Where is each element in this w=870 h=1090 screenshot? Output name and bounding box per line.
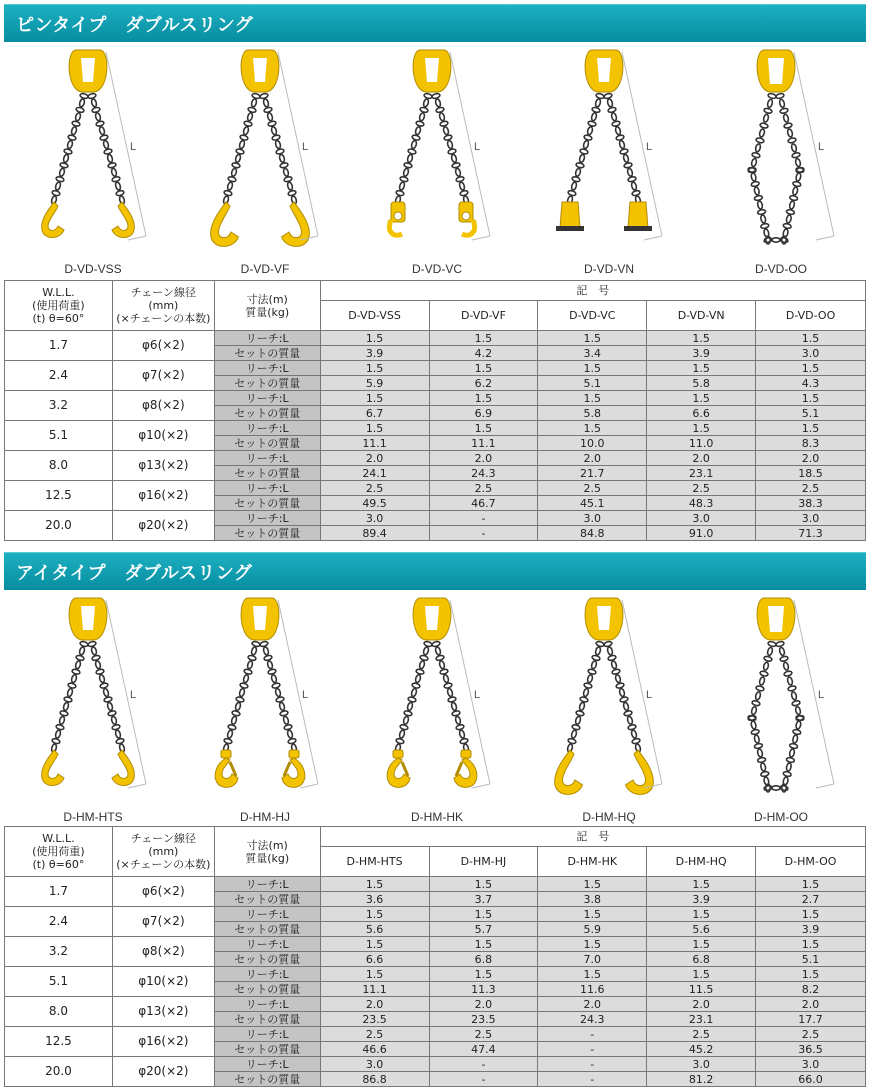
mass-cell: 10.0 bbox=[538, 436, 647, 451]
model-column-header: D-VD-VN bbox=[647, 301, 756, 331]
table-row bbox=[5, 331, 866, 346]
model-caption: D-HM-HJ bbox=[240, 810, 290, 824]
mass-cell: - bbox=[429, 1072, 538, 1087]
reach-cell: 1.5 bbox=[756, 331, 866, 346]
reach-label: L bbox=[474, 689, 481, 701]
mass-cell: 81.2 bbox=[647, 1072, 756, 1087]
reach-cell: 1.5 bbox=[756, 907, 866, 922]
code-header: 記 号 bbox=[320, 281, 865, 301]
section-title: アイタイプ ダブルスリング bbox=[16, 562, 253, 584]
mass-cell: 21.7 bbox=[538, 466, 647, 481]
reach-label: L bbox=[818, 689, 825, 701]
mass-cell: 45.1 bbox=[538, 496, 647, 511]
model-caption: D-VD-VC bbox=[412, 262, 462, 276]
mass-cell: 6.8 bbox=[647, 952, 756, 967]
reach-cell: 1.5 bbox=[429, 391, 538, 406]
model-caption: D-HM-HQ bbox=[582, 810, 636, 824]
table-row bbox=[5, 967, 866, 982]
chain-diameter-header: チェーン線径 (mm) (×チェーンの本数) bbox=[112, 281, 214, 331]
reach-cell: 1.5 bbox=[756, 967, 866, 982]
reach-cell: 3.0 bbox=[756, 511, 866, 526]
wll-cell: 12.5 bbox=[5, 481, 113, 511]
mass-cell: 8.3 bbox=[756, 436, 866, 451]
shackle-icon bbox=[524, 42, 694, 280]
reach-cell: 1.5 bbox=[756, 937, 866, 952]
reach-label: L bbox=[302, 141, 309, 153]
foundry-hook-icon bbox=[180, 42, 350, 280]
mass-cell: 24.1 bbox=[320, 466, 429, 481]
table-row bbox=[5, 421, 866, 436]
mass-label-cell: セットの質量 bbox=[214, 1012, 320, 1027]
mass-cell: 5.6 bbox=[320, 922, 429, 937]
reach-cell: 3.0 bbox=[538, 511, 647, 526]
reach-cell: 1.5 bbox=[538, 331, 647, 346]
reach-cell: 2.5 bbox=[756, 1027, 866, 1042]
reach-label-cell: リーチ:L bbox=[214, 421, 320, 436]
reach-cell: 1.5 bbox=[429, 937, 538, 952]
reach-label: L bbox=[474, 141, 481, 153]
reach-cell: 2.0 bbox=[756, 997, 866, 1012]
table-row bbox=[5, 907, 866, 922]
model-column-header: D-HM-HQ bbox=[647, 847, 756, 877]
reach-cell: 1.5 bbox=[647, 331, 756, 346]
mass-cell: 5.8 bbox=[538, 406, 647, 421]
model-column-header: D-HM-HJ bbox=[429, 847, 538, 877]
reach-cell: 1.5 bbox=[647, 877, 756, 892]
mass-cell: 3.9 bbox=[320, 346, 429, 361]
reach-label-cell: リーチ:L bbox=[214, 511, 320, 526]
model-column-header: D-HM-HK bbox=[538, 847, 647, 877]
dimension-header: 寸法(m) 質量(kg) bbox=[214, 827, 320, 877]
reach-label: L bbox=[646, 689, 653, 701]
model-column-header: D-VD-VF bbox=[429, 301, 538, 331]
reach-cell: 2.0 bbox=[320, 451, 429, 466]
wll-cell: 5.1 bbox=[5, 967, 113, 997]
reach-label: L bbox=[130, 689, 137, 701]
reach-cell: 1.5 bbox=[538, 391, 647, 406]
reach-label-cell: リーチ:L bbox=[214, 391, 320, 406]
section-header bbox=[4, 552, 866, 590]
chain-diameter-header: チェーン線径 (mm) (×チェーンの本数) bbox=[112, 827, 214, 877]
mass-cell: 24.3 bbox=[538, 1012, 647, 1027]
mass-label-cell: セットの質量 bbox=[214, 436, 320, 451]
sling-hook-icon bbox=[8, 42, 178, 280]
mass-cell: 71.3 bbox=[756, 526, 866, 541]
mass-cell: 11.0 bbox=[647, 436, 756, 451]
mass-cell: 5.9 bbox=[538, 922, 647, 937]
reach-cell: 1.5 bbox=[647, 967, 756, 982]
mass-cell: 6.6 bbox=[647, 406, 756, 421]
reach-cell: - bbox=[538, 1027, 647, 1042]
table-row bbox=[5, 1027, 866, 1042]
reach-cell: - bbox=[538, 1057, 647, 1072]
table-row bbox=[5, 451, 866, 466]
reach-cell: 1.5 bbox=[538, 361, 647, 376]
reach-cell: 1.5 bbox=[538, 421, 647, 436]
mass-cell: 3.8 bbox=[538, 892, 647, 907]
mass-label-cell: セットの質量 bbox=[214, 496, 320, 511]
reach-cell: 1.5 bbox=[320, 877, 429, 892]
reach-label-cell: リーチ:L bbox=[214, 997, 320, 1012]
reach-cell: 1.5 bbox=[429, 421, 538, 436]
chain-diameter-cell: φ7(×2) bbox=[112, 361, 214, 391]
reach-cell: 2.0 bbox=[756, 451, 866, 466]
reach-cell: 1.5 bbox=[538, 937, 647, 952]
mass-cell: 89.4 bbox=[320, 526, 429, 541]
mass-cell: 5.7 bbox=[429, 922, 538, 937]
reach-cell: 1.5 bbox=[320, 967, 429, 982]
reach-cell: 1.5 bbox=[756, 877, 866, 892]
mass-label-cell: セットの質量 bbox=[214, 526, 320, 541]
mass-cell: 5.1 bbox=[756, 406, 866, 421]
mass-cell: 3.9 bbox=[647, 892, 756, 907]
mass-cell: 2.7 bbox=[756, 892, 866, 907]
model-caption: D-VD-OO bbox=[755, 262, 807, 276]
chain-diameter-cell: φ13(×2) bbox=[112, 997, 214, 1027]
model-caption: D-VD-VN bbox=[584, 262, 634, 276]
mass-cell: - bbox=[429, 526, 538, 541]
mass-cell: 3.6 bbox=[320, 892, 429, 907]
mass-label-cell: セットの質量 bbox=[214, 406, 320, 421]
mass-label-cell: セットの質量 bbox=[214, 892, 320, 907]
reach-label: L bbox=[646, 141, 653, 153]
reach-cell: 3.0 bbox=[756, 1057, 866, 1072]
reach-cell: 1.5 bbox=[320, 937, 429, 952]
reach-cell: 1.5 bbox=[647, 391, 756, 406]
mass-cell: 3.4 bbox=[538, 346, 647, 361]
mass-cell: 5.8 bbox=[647, 376, 756, 391]
wll-cell: 20.0 bbox=[5, 511, 113, 541]
model-caption: D-HM-HK bbox=[411, 810, 463, 824]
mass-cell: 11.5 bbox=[647, 982, 756, 997]
reach-cell: 3.0 bbox=[647, 511, 756, 526]
spec-table bbox=[4, 280, 866, 541]
reach-label: L bbox=[818, 141, 825, 153]
mass-cell: 24.3 bbox=[429, 466, 538, 481]
mass-cell: 38.3 bbox=[756, 496, 866, 511]
reach-label-cell: リーチ:L bbox=[214, 451, 320, 466]
model-column-header: D-VD-OO bbox=[756, 301, 866, 331]
wll-header: W.L.L. (使用荷重) (t) θ=60° bbox=[5, 827, 113, 877]
reach-label-cell: リーチ:L bbox=[214, 481, 320, 496]
swivel-hook-icon bbox=[352, 590, 522, 828]
mass-cell: 46.6 bbox=[320, 1042, 429, 1057]
mass-cell: 5.1 bbox=[756, 952, 866, 967]
reach-cell: 2.0 bbox=[538, 997, 647, 1012]
model-column-header: D-HM-OO bbox=[756, 847, 866, 877]
model-caption: D-VD-VF bbox=[240, 262, 290, 276]
reach-cell: 1.5 bbox=[756, 391, 866, 406]
reach-cell: 1.5 bbox=[647, 361, 756, 376]
sling-illustrations bbox=[4, 42, 866, 280]
mass-label-cell: セットの質量 bbox=[214, 346, 320, 361]
reach-label: L bbox=[302, 689, 309, 701]
reach-label-cell: リーチ:L bbox=[214, 967, 320, 982]
table-row bbox=[5, 877, 866, 892]
chain-diameter-cell: φ16(×2) bbox=[112, 481, 214, 511]
model-caption: D-HM-HTS bbox=[63, 810, 123, 824]
reach-cell: 1.5 bbox=[429, 877, 538, 892]
mass-cell: 11.3 bbox=[429, 982, 538, 997]
chain-diameter-cell: φ6(×2) bbox=[112, 331, 214, 361]
clevis-icon bbox=[352, 42, 522, 280]
wll-cell: 12.5 bbox=[5, 1027, 113, 1057]
mass-cell: 49.5 bbox=[320, 496, 429, 511]
reach-label-cell: リーチ:L bbox=[214, 331, 320, 346]
model-column-header: D-VD-VSS bbox=[320, 301, 429, 331]
reach-cell: 1.5 bbox=[538, 877, 647, 892]
chain-diameter-cell: φ8(×2) bbox=[112, 937, 214, 967]
mass-cell: 4.2 bbox=[429, 346, 538, 361]
mass-cell: 6.7 bbox=[320, 406, 429, 421]
wll-cell: 8.0 bbox=[5, 997, 113, 1027]
mass-label-cell: セットの質量 bbox=[214, 922, 320, 937]
reach-cell: 2.5 bbox=[320, 481, 429, 496]
mass-cell: 11.6 bbox=[538, 982, 647, 997]
mass-cell: 17.7 bbox=[756, 1012, 866, 1027]
mass-label-cell: セットの質量 bbox=[214, 952, 320, 967]
mass-cell: 45.2 bbox=[647, 1042, 756, 1057]
table-row bbox=[5, 1057, 866, 1072]
model-caption: D-HM-OO bbox=[754, 810, 808, 824]
mass-cell: 23.5 bbox=[320, 1012, 429, 1027]
chain-diameter-cell: φ13(×2) bbox=[112, 451, 214, 481]
mass-cell: 5.6 bbox=[647, 922, 756, 937]
reach-cell: 1.5 bbox=[538, 967, 647, 982]
mass-cell: 23.1 bbox=[647, 1012, 756, 1027]
chain-diameter-cell: φ20(×2) bbox=[112, 1057, 214, 1087]
mass-cell: 3.9 bbox=[647, 346, 756, 361]
reach-cell: 1.5 bbox=[320, 421, 429, 436]
reach-cell: 1.5 bbox=[756, 421, 866, 436]
reach-cell: 2.0 bbox=[538, 451, 647, 466]
chain-diameter-cell: φ6(×2) bbox=[112, 877, 214, 907]
reach-cell: 1.5 bbox=[756, 361, 866, 376]
reach-label: L bbox=[130, 141, 137, 153]
mass-cell: 48.3 bbox=[647, 496, 756, 511]
chain-diameter-cell: φ7(×2) bbox=[112, 907, 214, 937]
reach-label-cell: リーチ:L bbox=[214, 877, 320, 892]
mass-cell: 47.4 bbox=[429, 1042, 538, 1057]
mass-cell: 4.3 bbox=[756, 376, 866, 391]
mass-cell: 23.1 bbox=[647, 466, 756, 481]
reach-cell: 3.0 bbox=[320, 511, 429, 526]
reach-cell: 2.0 bbox=[320, 997, 429, 1012]
mass-cell: - bbox=[538, 1072, 647, 1087]
sling-illustrations bbox=[4, 590, 866, 828]
mass-cell: 11.1 bbox=[320, 982, 429, 997]
mass-label-cell: セットの質量 bbox=[214, 376, 320, 391]
pin-type-section bbox=[4, 4, 866, 542]
reach-cell: 2.0 bbox=[647, 451, 756, 466]
eye-type-section bbox=[4, 552, 866, 1088]
mass-cell: 11.1 bbox=[320, 436, 429, 451]
reach-cell: 2.5 bbox=[320, 1027, 429, 1042]
mass-cell: 8.2 bbox=[756, 982, 866, 997]
wll-cell: 2.4 bbox=[5, 361, 113, 391]
reach-label-cell: リーチ:L bbox=[214, 907, 320, 922]
wll-header: W.L.L. (使用荷重) (t) θ=60° bbox=[5, 281, 113, 331]
reach-cell: 1.5 bbox=[538, 907, 647, 922]
reach-label-cell: リーチ:L bbox=[214, 1027, 320, 1042]
wll-cell: 2.4 bbox=[5, 907, 113, 937]
wll-cell: 5.1 bbox=[5, 421, 113, 451]
reach-cell: 1.5 bbox=[429, 907, 538, 922]
wll-cell: 3.2 bbox=[5, 391, 113, 421]
reach-cell: 2.5 bbox=[429, 1027, 538, 1042]
table-row bbox=[5, 361, 866, 376]
reach-cell: - bbox=[429, 1057, 538, 1072]
mass-cell: 18.5 bbox=[756, 466, 866, 481]
reach-cell: 1.5 bbox=[647, 421, 756, 436]
reach-cell: 1.5 bbox=[320, 361, 429, 376]
reach-cell: 2.5 bbox=[756, 481, 866, 496]
reach-cell: 1.5 bbox=[320, 331, 429, 346]
table-row bbox=[5, 937, 866, 952]
mass-label-cell: セットの質量 bbox=[214, 466, 320, 481]
reach-cell: 2.0 bbox=[429, 997, 538, 1012]
reach-cell: 2.5 bbox=[429, 481, 538, 496]
spec-table bbox=[4, 826, 866, 1087]
mass-label-cell: セットの質量 bbox=[214, 1042, 320, 1057]
chain-loop-icon bbox=[696, 42, 866, 280]
mass-cell: 3.0 bbox=[756, 346, 866, 361]
safety-hook-icon bbox=[180, 590, 350, 828]
mass-cell: 36.5 bbox=[756, 1042, 866, 1057]
chain-diameter-cell: φ8(×2) bbox=[112, 391, 214, 421]
mass-cell: 6.8 bbox=[429, 952, 538, 967]
reach-cell: 1.5 bbox=[647, 937, 756, 952]
table-row bbox=[5, 997, 866, 1012]
wll-cell: 1.7 bbox=[5, 331, 113, 361]
reach-cell: 2.5 bbox=[538, 481, 647, 496]
mass-cell: - bbox=[538, 1042, 647, 1057]
wll-cell: 3.2 bbox=[5, 937, 113, 967]
mass-cell: 84.8 bbox=[538, 526, 647, 541]
reach-cell: - bbox=[429, 511, 538, 526]
reach-cell: 2.5 bbox=[647, 1027, 756, 1042]
reach-cell: 1.5 bbox=[647, 907, 756, 922]
mass-cell: 6.2 bbox=[429, 376, 538, 391]
mass-cell: 66.0 bbox=[756, 1072, 866, 1087]
chain-loop-icon bbox=[696, 590, 866, 828]
reach-label-cell: リーチ:L bbox=[214, 361, 320, 376]
reach-label-cell: リーチ:L bbox=[214, 1057, 320, 1072]
reach-cell: 1.5 bbox=[320, 391, 429, 406]
reach-cell: 1.5 bbox=[429, 967, 538, 982]
reach-label-cell: リーチ:L bbox=[214, 937, 320, 952]
reach-cell: 1.5 bbox=[320, 907, 429, 922]
mass-cell: 3.7 bbox=[429, 892, 538, 907]
mass-cell: 6.6 bbox=[320, 952, 429, 967]
mass-cell: 5.1 bbox=[538, 376, 647, 391]
mass-cell: 46.7 bbox=[429, 496, 538, 511]
table-row bbox=[5, 511, 866, 526]
section-title: ピンタイプ ダブルスリング bbox=[16, 14, 254, 36]
foundry-hook-icon bbox=[524, 590, 694, 828]
chain-diameter-cell: φ16(×2) bbox=[112, 1027, 214, 1057]
wll-cell: 1.7 bbox=[5, 877, 113, 907]
wll-cell: 8.0 bbox=[5, 451, 113, 481]
mass-label-cell: セットの質量 bbox=[214, 1072, 320, 1087]
mass-cell: 5.9 bbox=[320, 376, 429, 391]
reach-cell: 2.5 bbox=[647, 481, 756, 496]
model-caption: D-VD-VSS bbox=[64, 262, 122, 276]
chain-diameter-cell: φ20(×2) bbox=[112, 511, 214, 541]
mass-cell: 7.0 bbox=[538, 952, 647, 967]
model-column-header: D-HM-HTS bbox=[320, 847, 429, 877]
reach-cell: 3.0 bbox=[320, 1057, 429, 1072]
mass-cell: 23.5 bbox=[429, 1012, 538, 1027]
reach-cell: 1.5 bbox=[429, 361, 538, 376]
mass-label-cell: セットの質量 bbox=[214, 982, 320, 997]
mass-cell: 86.8 bbox=[320, 1072, 429, 1087]
reach-cell: 1.5 bbox=[429, 331, 538, 346]
code-header: 記 号 bbox=[320, 827, 865, 847]
mass-cell: 6.9 bbox=[429, 406, 538, 421]
reach-cell: 2.0 bbox=[429, 451, 538, 466]
table-row bbox=[5, 481, 866, 496]
reach-cell: 3.0 bbox=[647, 1057, 756, 1072]
mass-cell: 3.9 bbox=[756, 922, 866, 937]
table-row bbox=[5, 391, 866, 406]
reach-cell: 2.0 bbox=[647, 997, 756, 1012]
chain-diameter-cell: φ10(×2) bbox=[112, 421, 214, 451]
dimension-header: 寸法(m) 質量(kg) bbox=[214, 281, 320, 331]
model-column-header: D-VD-VC bbox=[538, 301, 647, 331]
sling-hook-icon bbox=[8, 590, 178, 828]
mass-cell: 91.0 bbox=[647, 526, 756, 541]
chain-diameter-cell: φ10(×2) bbox=[112, 967, 214, 997]
section-header bbox=[4, 4, 866, 42]
wll-cell: 20.0 bbox=[5, 1057, 113, 1087]
mass-cell: 11.1 bbox=[429, 436, 538, 451]
